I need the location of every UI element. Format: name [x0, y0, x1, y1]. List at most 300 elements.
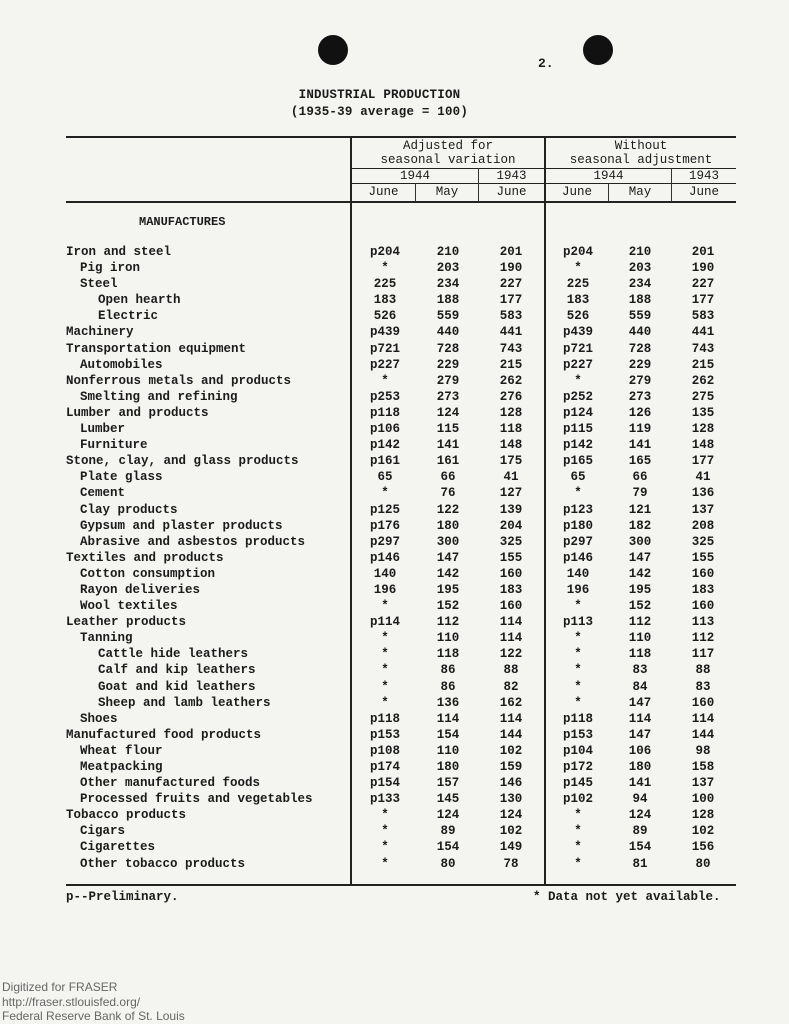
table-row: [0, 840, 789, 856]
row-value: p161: [369, 454, 400, 469]
row-value: 86: [440, 679, 456, 694]
row-value: *: [381, 679, 389, 694]
table-row: [0, 760, 789, 776]
row-value: *: [381, 808, 389, 823]
row-value: p297: [369, 534, 400, 549]
row-label: Shoes: [80, 711, 118, 726]
footnote-not-available: * Data not yet available.: [533, 890, 721, 904]
page-subtitle: (1935-39 average = 100): [290, 105, 469, 119]
row-label: Sheep and lamb leathers: [98, 695, 271, 710]
row-value: 275: [691, 389, 715, 404]
row-value: 100: [691, 792, 715, 807]
row-value: 102: [691, 824, 715, 839]
row-value: 195: [628, 582, 652, 597]
table-row: [0, 631, 789, 647]
row-value: 215: [499, 357, 523, 372]
row-label: Leather products: [66, 615, 187, 630]
row-value: p102: [562, 792, 593, 807]
table-row: [0, 583, 789, 599]
row-value: *: [574, 679, 582, 694]
row-value: 88: [695, 663, 711, 678]
row-value: 743: [499, 341, 523, 356]
row-value: 118: [436, 647, 460, 662]
row-value: 279: [628, 373, 652, 388]
row-value: 130: [499, 792, 523, 807]
row-value: 142: [628, 566, 652, 581]
row-value: 583: [691, 309, 715, 324]
table-top-rule: [66, 136, 736, 138]
row-value: p108: [369, 743, 400, 758]
row-value: p204: [369, 245, 400, 259]
row-value: p146: [562, 550, 593, 565]
row-value: 137: [691, 776, 715, 791]
row-label: Cattle hide leathers: [98, 647, 249, 662]
row-value: 136: [691, 486, 715, 501]
header-year-1944-adj: 1944: [399, 169, 430, 183]
row-value: *: [574, 486, 582, 501]
row-label: Clay products: [80, 502, 178, 517]
row-label: Automobiles: [80, 357, 163, 372]
row-value: p721: [562, 341, 593, 356]
row-value: 114: [436, 711, 460, 726]
row-value: p253: [369, 389, 400, 404]
row-label: Cigars: [80, 824, 126, 839]
row-label: Lumber: [80, 422, 126, 437]
row-label: Steel: [80, 277, 118, 292]
row-value: 262: [499, 373, 523, 388]
row-label: Wheat flour: [80, 743, 163, 758]
row-value: 142: [436, 566, 460, 581]
row-value: 743: [691, 341, 715, 356]
table-row: [0, 567, 789, 583]
row-value: 183: [566, 293, 590, 308]
table-row: [0, 503, 789, 519]
row-value: 210: [628, 245, 652, 259]
header-year-1943-adj: 1943: [496, 169, 527, 183]
row-value: 160: [691, 695, 715, 710]
row-value: 144: [691, 727, 715, 742]
credit-line-3: Federal Reserve Bank of St. Louis: [2, 1009, 185, 1023]
row-value: 83: [632, 663, 648, 678]
row-value: *: [381, 486, 389, 501]
row-value: 80: [695, 856, 711, 871]
row-value: p133: [369, 792, 400, 807]
row-value: 146: [499, 776, 523, 791]
row-label: Lumber and products: [66, 405, 209, 420]
table-row: [0, 454, 789, 470]
row-value: 728: [628, 341, 652, 356]
row-label: Tanning: [80, 631, 133, 646]
row-value: 201: [691, 245, 715, 259]
row-value: 325: [499, 534, 523, 549]
row-value: p142: [369, 438, 400, 453]
table-row: [0, 277, 789, 293]
row-value: 183: [691, 582, 715, 597]
row-label: Goat and kid leathers: [98, 679, 256, 694]
row-value: 76: [440, 486, 456, 501]
row-value: *: [381, 373, 389, 388]
row-value: 139: [499, 502, 523, 517]
row-value: 115: [436, 422, 460, 437]
row-value: p106: [369, 422, 400, 437]
row-value: *: [574, 599, 582, 614]
table-row: [0, 325, 789, 341]
row-value: 147: [628, 550, 652, 565]
row-value: *: [381, 840, 389, 855]
footnote-preliminary: p--Preliminary.: [66, 890, 179, 904]
row-value: 121: [628, 502, 652, 517]
row-value: p145: [562, 776, 593, 791]
row-value: 112: [691, 631, 715, 646]
row-value: *: [574, 808, 582, 823]
row-value: 180: [436, 518, 460, 533]
row-value: 196: [373, 582, 397, 597]
row-value: 152: [628, 599, 652, 614]
row-value: 41: [695, 470, 711, 485]
table-row: [0, 792, 789, 808]
row-value: 196: [566, 582, 590, 597]
row-value: 155: [691, 550, 715, 565]
row-value: 234: [628, 277, 652, 292]
row-label: Textiles and products: [66, 550, 224, 565]
table-row: [0, 615, 789, 631]
row-value: *: [574, 373, 582, 388]
table-bottom-rule: [66, 884, 736, 886]
row-label: Plate glass: [80, 470, 163, 485]
row-value: 113: [691, 615, 715, 630]
row-value: 122: [499, 647, 523, 662]
row-value: p227: [562, 357, 593, 372]
row-value: 124: [436, 808, 460, 823]
row-value: 154: [436, 727, 460, 742]
row-value: 89: [440, 824, 456, 839]
row-value: 728: [436, 341, 460, 356]
page-number: 2.: [538, 56, 554, 71]
row-value: p180: [562, 518, 593, 533]
row-value: 204: [499, 518, 523, 533]
row-value: 140: [373, 566, 397, 581]
row-value: *: [381, 663, 389, 678]
row-value: 122: [436, 502, 460, 517]
row-value: 156: [691, 840, 715, 855]
row-value: 82: [503, 679, 519, 694]
row-value: 137: [691, 502, 715, 517]
row-value: 225: [566, 277, 590, 292]
row-value: p227: [369, 357, 400, 372]
row-value: *: [574, 631, 582, 646]
row-value: 118: [499, 422, 523, 437]
header-rule-2: [350, 183, 736, 184]
row-label: Rayon deliveries: [80, 582, 201, 597]
row-value: p165: [562, 454, 593, 469]
section-label-manufactures: MANUFACTURES: [139, 215, 226, 229]
row-value: 83: [695, 679, 711, 694]
table-row: [0, 422, 789, 438]
row-value: 141: [628, 776, 652, 791]
row-label: Abrasive and asbestos products: [80, 534, 306, 549]
row-label: Other manufactured foods: [80, 776, 261, 791]
row-value: 154: [628, 840, 652, 855]
table-row: [0, 519, 789, 535]
row-value: p721: [369, 341, 400, 356]
row-value: 140: [566, 566, 590, 581]
table-row: [0, 776, 789, 792]
row-value: p118: [562, 711, 593, 726]
row-value: 182: [628, 518, 652, 533]
row-value: p439: [369, 325, 400, 340]
row-value: 112: [436, 615, 460, 630]
row-value: 190: [499, 261, 523, 276]
row-value: 119: [628, 422, 652, 437]
row-label: Transportation equipment: [66, 341, 247, 356]
header-adjusted-line1: Adjusted for: [402, 139, 493, 153]
row-value: 262: [691, 373, 715, 388]
row-value: *: [574, 663, 582, 678]
row-label: Cotton consumption: [80, 566, 216, 581]
row-value: p153: [562, 727, 593, 742]
row-label: Furniture: [80, 438, 148, 453]
row-value: 110: [436, 631, 460, 646]
row-value: 175: [499, 454, 523, 469]
row-value: 440: [628, 325, 652, 340]
row-value: 300: [436, 534, 460, 549]
row-value: 201: [499, 245, 523, 259]
row-value: 141: [436, 438, 460, 453]
row-value: 124: [499, 808, 523, 823]
row-value: 188: [628, 293, 652, 308]
table-row: [0, 680, 789, 696]
row-value: 66: [440, 470, 456, 485]
row-value: 154: [436, 840, 460, 855]
table-row: [0, 309, 789, 325]
row-label: Cigarettes: [80, 840, 156, 855]
row-label: Stone, clay, and glass products: [66, 454, 299, 469]
row-value: 162: [499, 695, 523, 710]
row-value: 66: [632, 470, 648, 485]
row-value: *: [574, 695, 582, 710]
header-without-line2: seasonal adjustment: [569, 153, 713, 167]
row-value: p204: [562, 245, 593, 259]
row-value: 86: [440, 663, 456, 678]
row-value: *: [381, 856, 389, 871]
row-value: 148: [691, 438, 715, 453]
row-value: *: [381, 824, 389, 839]
row-value: 102: [499, 743, 523, 758]
table-row: [0, 535, 789, 551]
row-label: Smelting and refining: [80, 389, 238, 404]
table-row: [0, 358, 789, 374]
row-value: *: [381, 647, 389, 662]
table-row: [0, 744, 789, 760]
row-label: Gypsum and plaster products: [80, 518, 283, 533]
row-value: p123: [562, 502, 593, 517]
row-label: Calf and kip leathers: [98, 663, 256, 678]
row-value: 161: [436, 454, 460, 469]
row-value: 160: [499, 599, 523, 614]
row-value: 160: [499, 566, 523, 581]
row-value: 279: [436, 373, 460, 388]
row-value: 155: [499, 550, 523, 565]
row-value: 229: [436, 357, 460, 372]
row-value: 183: [373, 293, 397, 308]
row-label: Iron and steel: [66, 245, 172, 259]
row-value: 148: [499, 438, 523, 453]
row-value: 276: [499, 389, 523, 404]
header-bottom-rule: [66, 201, 736, 203]
row-value: 440: [436, 325, 460, 340]
header-year-1944-raw: 1944: [593, 169, 624, 183]
header-june-1944-raw: June: [561, 185, 592, 199]
row-value: 273: [628, 389, 652, 404]
row-value: 583: [499, 309, 523, 324]
table-row: [0, 245, 789, 261]
row-value: *: [574, 647, 582, 662]
row-value: 127: [499, 486, 523, 501]
row-label: Meatpacking: [80, 760, 163, 774]
row-label: Cement: [80, 486, 126, 501]
row-value: 124: [436, 405, 460, 420]
row-value: 160: [691, 566, 715, 581]
row-value: 188: [436, 293, 460, 308]
row-label: Pig iron: [80, 261, 141, 276]
row-label: Wool textiles: [80, 599, 178, 614]
row-value: p125: [369, 502, 400, 517]
table-row: [0, 712, 789, 728]
table-row: [0, 374, 789, 390]
row-value: 177: [499, 293, 523, 308]
row-value: 110: [628, 631, 652, 646]
table-row: [0, 808, 789, 824]
header-june-1943-raw: June: [688, 185, 719, 199]
row-value: 227: [691, 277, 715, 292]
row-value: 225: [373, 277, 397, 292]
row-value: 141: [628, 438, 652, 453]
row-value: *: [381, 631, 389, 646]
row-value: 234: [436, 277, 460, 292]
row-value: 203: [628, 261, 652, 276]
table-row: [0, 470, 789, 486]
row-value: 81: [632, 856, 648, 871]
credit-line-1: Digitized for FRASER: [2, 980, 118, 994]
row-value: 84: [632, 679, 648, 694]
table-row: [0, 647, 789, 663]
table-row: [0, 663, 789, 679]
row-value: 177: [691, 454, 715, 469]
row-value: 559: [436, 309, 460, 324]
row-value: 208: [691, 518, 715, 533]
row-value: 183: [499, 582, 523, 597]
row-value: p104: [562, 743, 593, 758]
row-value: 158: [691, 760, 715, 774]
row-value: 441: [691, 325, 715, 340]
row-value: 128: [499, 405, 523, 420]
row-value: 98: [695, 743, 711, 758]
row-value: 41: [503, 470, 519, 485]
row-value: 114: [628, 711, 652, 726]
header-without-line1: Without: [614, 139, 668, 153]
table-row: [0, 390, 789, 406]
row-value: p252: [562, 389, 593, 404]
row-value: p174: [369, 760, 400, 774]
header-year-1943-raw: 1943: [688, 169, 719, 183]
row-value: p297: [562, 534, 593, 549]
row-value: 152: [436, 599, 460, 614]
credit-line-2: http://fraser.stlouisfed.org/: [2, 995, 141, 1009]
row-value: 88: [503, 663, 519, 678]
row-value: p153: [369, 727, 400, 742]
row-value: p118: [369, 405, 400, 420]
row-value: 526: [373, 309, 397, 324]
row-value: 128: [691, 808, 715, 823]
row-value: *: [574, 261, 582, 276]
row-value: 135: [691, 405, 715, 420]
row-value: 190: [691, 261, 715, 276]
row-value: 147: [436, 550, 460, 565]
punch-hole-right: [583, 35, 613, 65]
row-value: 114: [499, 615, 523, 630]
row-value: 149: [499, 840, 523, 855]
row-value: 177: [691, 293, 715, 308]
table-row: [0, 551, 789, 567]
row-value: 114: [499, 631, 523, 646]
table-row: [0, 696, 789, 712]
row-value: 159: [499, 760, 523, 774]
row-value: *: [381, 261, 389, 276]
row-value: p146: [369, 550, 400, 565]
row-value: p115: [562, 422, 593, 437]
header-may-1944-adj: May: [435, 185, 459, 199]
row-value: *: [574, 840, 582, 855]
row-value: 80: [440, 856, 456, 871]
row-value: 136: [436, 695, 460, 710]
row-value: 157: [436, 776, 460, 791]
row-value: 195: [436, 582, 460, 597]
punch-hole-left: [318, 35, 348, 65]
row-label: Other tobacco products: [80, 856, 246, 871]
row-value: 65: [377, 470, 393, 485]
row-label: Nonferrous metals and products: [66, 373, 292, 388]
table-row: [0, 261, 789, 277]
row-value: p118: [369, 711, 400, 726]
row-value: 325: [691, 534, 715, 549]
row-value: 106: [628, 743, 652, 758]
table-row: [0, 406, 789, 422]
row-value: 180: [436, 760, 460, 774]
row-label: Processed fruits and vegetables: [80, 792, 313, 807]
page-title: INDUSTRIAL PRODUCTION: [298, 88, 461, 102]
row-value: 117: [691, 647, 715, 662]
row-value: p124: [562, 405, 593, 420]
row-value: 215: [691, 357, 715, 372]
row-value: 144: [499, 727, 523, 742]
row-value: 160: [691, 599, 715, 614]
table-body: [0, 245, 789, 873]
row-value: 559: [628, 309, 652, 324]
row-value: p154: [369, 776, 400, 791]
row-value: 229: [628, 357, 652, 372]
row-value: 89: [632, 824, 648, 839]
row-value: 147: [628, 727, 652, 742]
row-value: 441: [499, 325, 523, 340]
row-label: Manufactured food products: [66, 727, 262, 742]
table-row: [0, 293, 789, 309]
row-value: 124: [628, 808, 652, 823]
row-label: Electric: [98, 309, 159, 324]
table-row: [0, 599, 789, 615]
row-value: p113: [562, 615, 593, 630]
table-row: [0, 342, 789, 358]
row-value: 128: [691, 422, 715, 437]
